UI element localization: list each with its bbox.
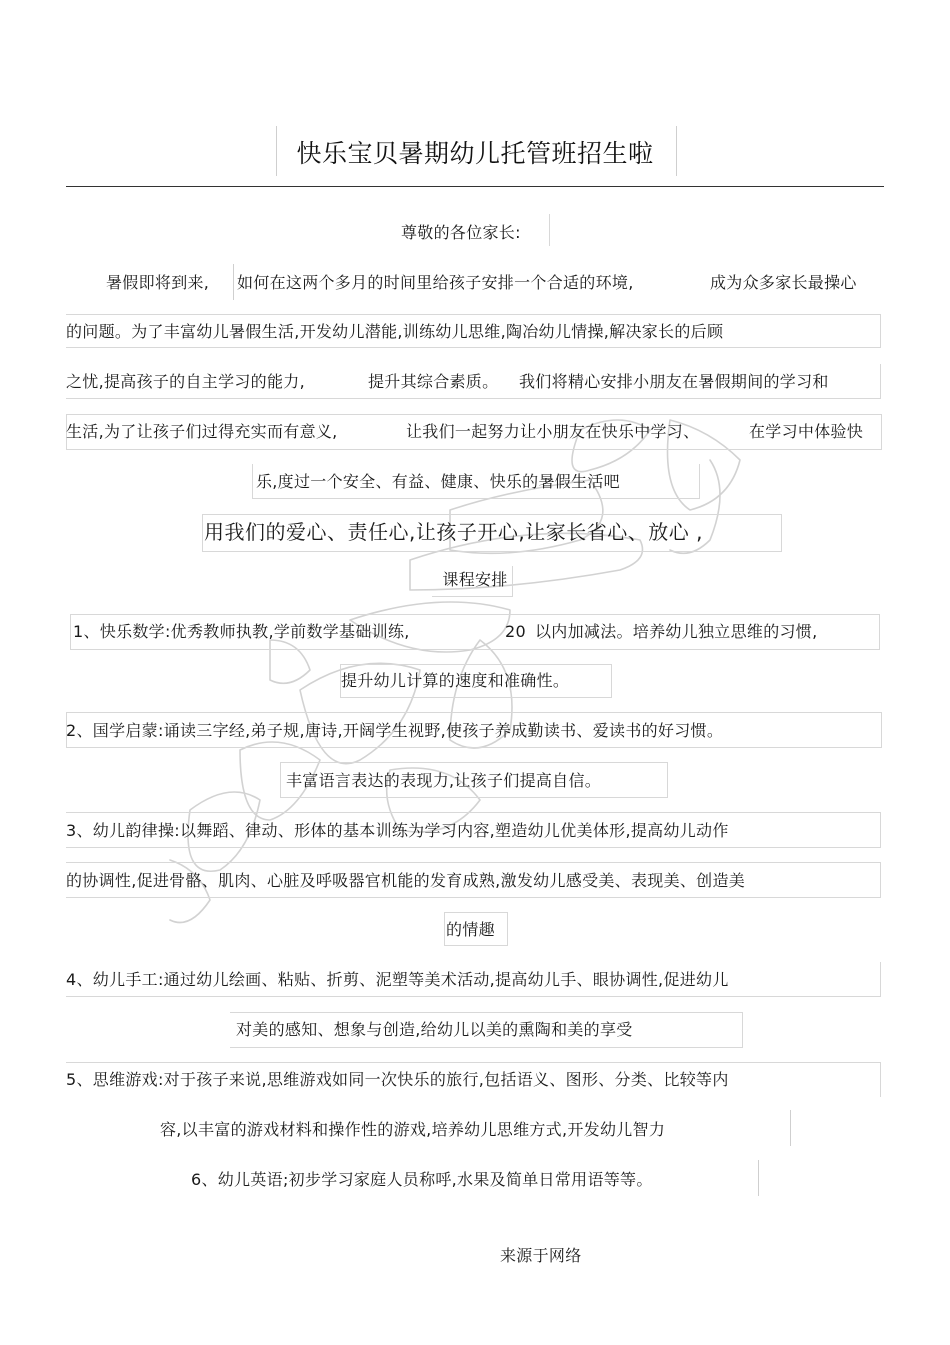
course-2-line-a: 2、国学启蒙:诵读三字经,弟子规,唐诗,开阔学生视野,使孩子养成勤读书、爱读书的好习惯。 xyxy=(66,721,724,740)
intro-line-2: 的问题。为了丰富幼儿暑假生活,开发幼儿潜能,训练幼儿思维,陶冶幼儿情操,解决家长的后顾 xyxy=(66,322,724,341)
course-1-line-c: 提升幼儿计算的速度和准确性。 xyxy=(341,671,570,690)
slogan: 用我们的爱心、责任心,让孩子开心,让家长省心、放心 , xyxy=(204,520,703,544)
title-divider xyxy=(66,186,884,187)
intro-line-3c: 我们将精心安排小朋友在暑假期间的学习和 xyxy=(519,372,829,391)
source-note: 来源于网络 xyxy=(500,1246,582,1265)
course-6-line: 6、幼儿英语;初步学习家庭人员称呼,水果及简单日常用语等等。 xyxy=(191,1170,653,1189)
intro-line-4b: 让我们一起努力让小朋友在快乐中学习、 xyxy=(406,422,700,441)
course-4-line-a: 4、幼儿手工:通过幼儿绘画、粘贴、折剪、泥塑等美术活动,提高幼儿手、眼协调性,促进幼儿 xyxy=(66,970,729,989)
intro-line-4c: 在学习中体验快 xyxy=(749,422,864,441)
course-3-line-c: 的情趣 xyxy=(446,920,495,939)
intro-line-5: 乐,度过一个安全、有益、健康、快乐的暑假生活吧 xyxy=(256,472,620,491)
intro-line-3a: 之忧,提高孩子的自主学习的能力, xyxy=(66,372,305,391)
course-1-line-a: 1、快乐数学:优秀教师执教,学前数学基础训练, xyxy=(73,622,410,641)
page-title: 快乐宝贝暑期幼儿托管班招生啦 xyxy=(296,139,654,168)
course-1-number: 20 xyxy=(505,622,526,641)
course-5-line-b: 容,以丰富的游戏材料和操作性的游戏,培养幼儿思维方式,开发幼儿智力 xyxy=(160,1120,666,1139)
intro-line-4a: 生活,为了让孩子们过得充实而有意义, xyxy=(66,422,338,441)
course-1-line-b: 以内加减法。培养幼儿独立思维的习惯, xyxy=(535,622,818,641)
intro-line-1b: 如何在这两个多月的时间里给孩子安排一个合适的环境, xyxy=(237,273,634,292)
course-3-line-b: 的协调性,促进骨骼、肌肉、心脏及呼吸器官机能的发育成熟,激发幼儿感受美、表现美、创造美 xyxy=(66,871,746,890)
intro-line-3b: 提升其综合素质。 xyxy=(368,372,499,391)
intro-line-1a: 暑假即将到来, xyxy=(106,273,210,292)
course-4-line-b: 对美的感知、想象与创造,给幼儿以美的熏陶和美的享受 xyxy=(236,1020,633,1039)
courses-heading: 课程安排 xyxy=(442,570,508,589)
intro-line-1c: 成为众多家长最操心 xyxy=(710,273,857,292)
course-2-line-b: 丰富语言表达的表现力,让孩子们提高自信。 xyxy=(286,771,602,790)
course-5-line-a: 5、思维游戏:对于孩子来说,思维游戏如同一次快乐的旅行,包括语义、图形、分类、比较等内 xyxy=(66,1070,729,1089)
course-3-line-a: 3、幼儿韵律操:以舞蹈、律动、形体的基本训练为学习内容,塑造幼儿优美体形,提高幼儿动作 xyxy=(66,821,729,840)
greeting: 尊敬的各位家长: xyxy=(401,223,521,242)
